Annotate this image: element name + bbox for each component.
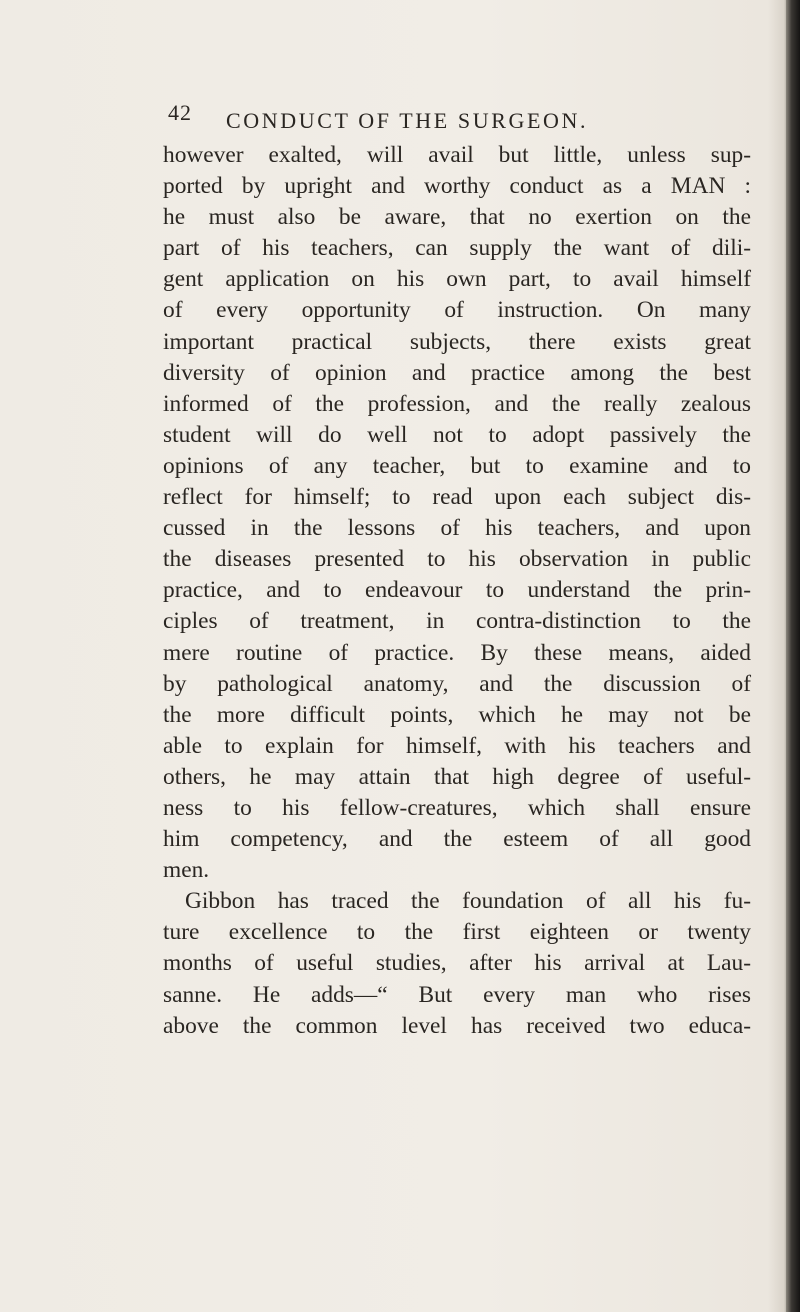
text-line: informed of the profession, and the really zealous [163,390,751,417]
text-line: gent application on his own part, to avail himself [163,266,751,293]
text-line: others, he may attain that high degree of useful- [163,763,751,790]
text-line: ness to his fellow-creatures, which shall ensure [163,794,751,821]
text-line: opinions of any teacher, but to examine and to [163,452,751,479]
text-line: him competency, and the esteem of all good [163,826,751,853]
text-line: ciples of treatment, in contra-distinction to the [163,608,751,635]
text-line: cussed in the lessons of his teachers, and upon [163,515,751,542]
text-line: ported by upright and worthy conduct as a MAN : [163,173,751,200]
text-line: diversity of opinion and practice among the best [163,359,751,386]
text-line: part of his teachers, can supply the want of dili- [163,235,751,262]
text-line: ture excellence to the first eighteen or twenty [163,919,751,946]
text-line: months of useful studies, after his arrival at Lau- [163,950,751,977]
text-line: sanne. He adds—“ But every man who rises [163,981,751,1008]
text-line: by pathological anatomy, and the discussion of [163,670,751,697]
text-line: practice, and to endeavour to understand the prin- [163,577,751,604]
text-line: the diseases presented to his observation in public [163,546,751,573]
text-line: important practical subjects, there exists great [163,328,751,355]
book-spine-edge [786,0,800,1312]
text-line: of every opportunity of instruction. On many [163,297,751,324]
text-line: above the common level has received two educa- [163,1012,751,1039]
text-line: however exalted, will avail but little, unless sup- [163,142,751,168]
body-text [163,140,751,1042]
text-line: the more difficult points, which he may not be [163,701,751,728]
text-line: student will do well not to adopt passively the [163,421,751,448]
text-line: mere routine of practice. By these means, aided [163,639,751,666]
running-head: CONDUCT OF THE SURGEON. [226,108,589,133]
page-number: 42 [168,100,192,125]
text-line: Gibbon has traced the foundation of all his fu- [185,888,751,915]
text-line: he must also be aware, that no exertion on the [163,204,751,231]
text-line: able to explain for himself, with his teachers and [163,732,751,759]
text-line: men. [163,857,210,884]
text-line: reflect for himself; to read upon each subject dis- [163,484,751,511]
